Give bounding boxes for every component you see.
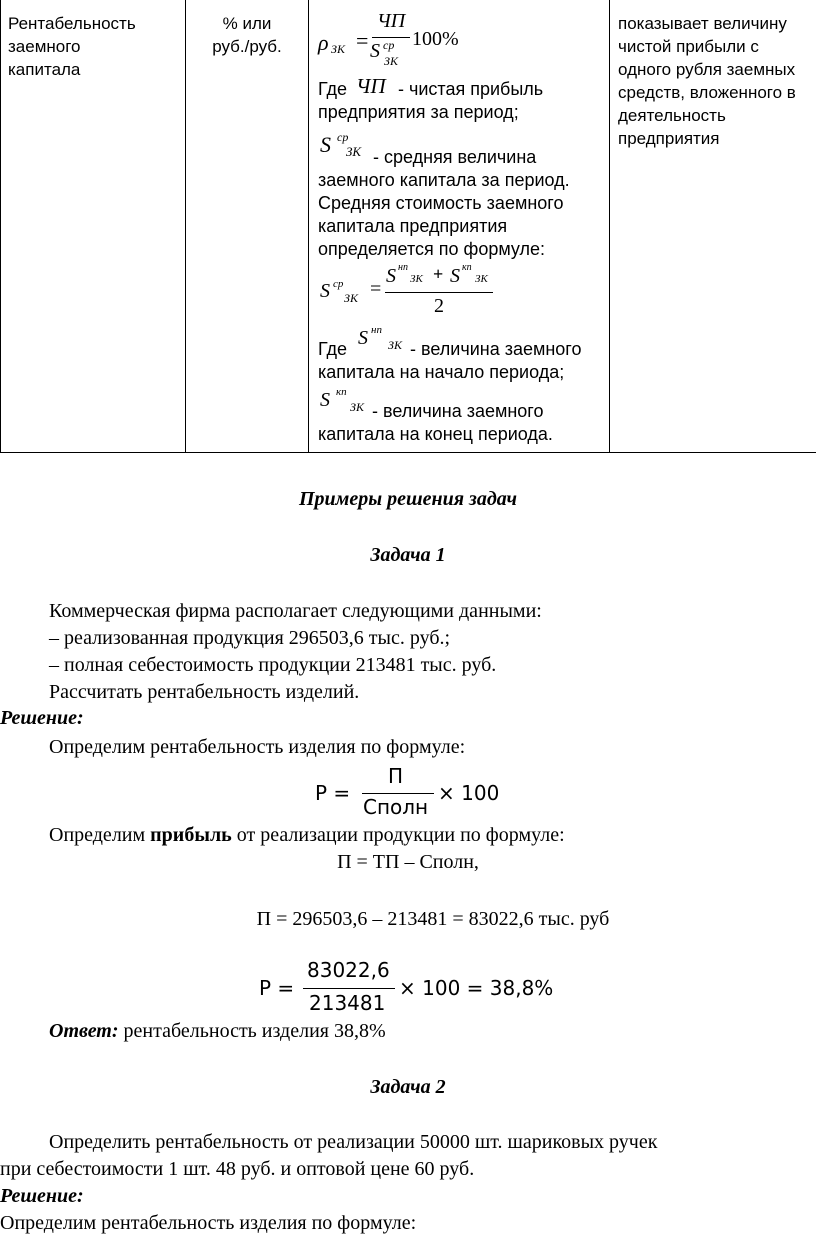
task1-question: Рассчитать рентабельность изделий. — [49, 681, 360, 703]
table-border-bottom — [0, 452, 816, 453]
description-cell — [618, 12, 816, 150]
avg-lhs-sup: ср — [333, 278, 344, 290]
formula-denominator: Сполн — [363, 795, 429, 819]
definition-text: предприятия за период; — [318, 102, 519, 122]
avg-num-sup2: кп — [462, 262, 472, 273]
definition-text: капитала предприятия — [318, 216, 508, 236]
profit-calculation: П = 296503,6 – 213481 = 83022,6 тыс. руб — [256, 908, 610, 930]
formula-lhs: Р = — [315, 781, 351, 805]
step-text: от реализации продукции по формуле: — [231, 824, 565, 846]
definition-text: - величина заемного — [410, 339, 582, 359]
unit-line: % или — [222, 14, 272, 33]
avg-num-sub2: ЗК — [475, 273, 488, 285]
table-column-divider — [308, 0, 309, 452]
where-label: Где — [318, 339, 348, 359]
definition-text: капитала на конец периода. — [318, 424, 553, 444]
rho-subscript: ЗК — [331, 42, 345, 56]
formula-rhs: × 100 — [438, 781, 500, 805]
formula-numerator: 83022,6 — [307, 958, 390, 982]
solution-label: Решение: — [0, 1185, 84, 1207]
formula-denominator-sup: ср — [383, 38, 395, 52]
step-bold-text: прибыль — [150, 824, 232, 846]
definition-text: определяется по формуле: — [318, 239, 546, 259]
symbol-subscript: ЗК — [350, 400, 364, 414]
description-line: одного рубля заемных — [618, 60, 796, 79]
indicator-line: Рентабельность — [8, 14, 136, 33]
description-line: деятельность — [618, 106, 726, 125]
formula-denominator: 213481 — [309, 991, 386, 1015]
definition-text: - средняя величина — [373, 147, 537, 167]
definition-text: капитала на начало периода; — [318, 362, 565, 382]
fraction-bar — [385, 292, 493, 293]
start-capital-symbol: S — [358, 327, 368, 349]
formula-rhs: × 100 = 38,8% — [399, 976, 554, 1000]
avg-denominator: 2 — [434, 295, 444, 317]
formula-numerator: ЧП — [377, 10, 406, 32]
definition-text: заемного капитала за период. — [318, 170, 570, 190]
avg-equals: = — [370, 278, 382, 300]
unit-line: руб./руб. — [212, 37, 282, 56]
solution-step: Определим рентабельность изделия по формуле: — [0, 1212, 417, 1234]
task2-text: при себестоимости 1 шт. 48 руб. и оптовой цене 60 руб. — [0, 1158, 475, 1180]
symbol-subscript: ЗК — [388, 338, 402, 352]
end-capital-symbol: S — [320, 389, 330, 411]
task1-title: Задача 1 — [370, 544, 446, 566]
symbol-subscript: ЗК — [346, 144, 362, 159]
description-line: средств, вложенного в — [618, 83, 796, 102]
avg-lhs-s: S — [320, 280, 330, 302]
answer-label: Ответ: — [49, 1020, 119, 1042]
unit-cell — [186, 12, 308, 58]
symbol-superscript: ср — [337, 130, 349, 144]
table-border-left — [0, 0, 1, 452]
formula-factor: 100% — [412, 28, 459, 50]
avg-num-s1: S — [386, 265, 396, 287]
symbol-superscript: нп — [371, 324, 382, 336]
description-line: предприятия — [618, 129, 720, 148]
where-label: Где — [318, 79, 348, 99]
definition-text: - величина заемного — [372, 401, 544, 421]
formula-lhs: Р = — [259, 976, 295, 1000]
table-column-divider — [185, 0, 186, 452]
avg-lhs-sub: ЗК — [344, 291, 358, 305]
symbol-superscript: кп — [336, 386, 347, 398]
task1-item: – полная себестоимость продукции 213481 тыс. руб. — [49, 654, 497, 676]
avg-plus: + — [433, 264, 444, 284]
formula-denominator-s: S — [370, 40, 380, 62]
indicator-name-cell — [8, 12, 136, 81]
fraction-bar — [362, 793, 434, 794]
avg-num-sup1: нп — [398, 262, 408, 273]
definition-text: Средняя стоимость заемного — [318, 193, 564, 213]
indicator-line: капитала — [8, 60, 81, 79]
description-line: показывает величину — [618, 14, 787, 33]
formula-numerator: П — [388, 764, 404, 788]
answer-text: рентабельность изделия 38,8% — [118, 1020, 386, 1042]
description-line: чистой прибыли с — [618, 37, 759, 56]
definition-text: - чистая прибыль — [398, 79, 544, 99]
table-column-divider — [609, 0, 610, 452]
solution-step: Определим рентабельность изделия по формуле: — [49, 736, 466, 758]
avg-num-s2: S — [450, 265, 460, 287]
fraction-bar — [303, 988, 395, 989]
section-title: Примеры решения задач — [298, 488, 518, 510]
task1-intro: Коммерческая фирма располагает следующими данными: — [49, 600, 542, 622]
formula-equals: = — [356, 28, 369, 53]
task1-item: – реализованная продукция 296503,6 тыс. руб.; — [49, 627, 451, 649]
net-profit-symbol: ЧП — [356, 74, 386, 98]
task2-title: Задача 2 — [370, 1076, 446, 1098]
solution-step — [49, 824, 565, 847]
avg-num-sub1: ЗК — [410, 273, 423, 285]
formula-denominator-sub: ЗК — [384, 54, 398, 68]
indicator-line: заемного — [8, 37, 81, 56]
step-text: Определим — [49, 824, 151, 846]
profit-formula: П = ТП – Сполн, — [337, 851, 479, 873]
avg-capital-symbol: S — [320, 132, 331, 157]
answer-line — [49, 1020, 386, 1043]
task2-text: Определить рентабельность от реализации 50000 шт. шариковых ручек — [49, 1131, 658, 1153]
solution-label: Решение: — [0, 707, 84, 729]
rho-symbol: ρ — [318, 30, 329, 55]
